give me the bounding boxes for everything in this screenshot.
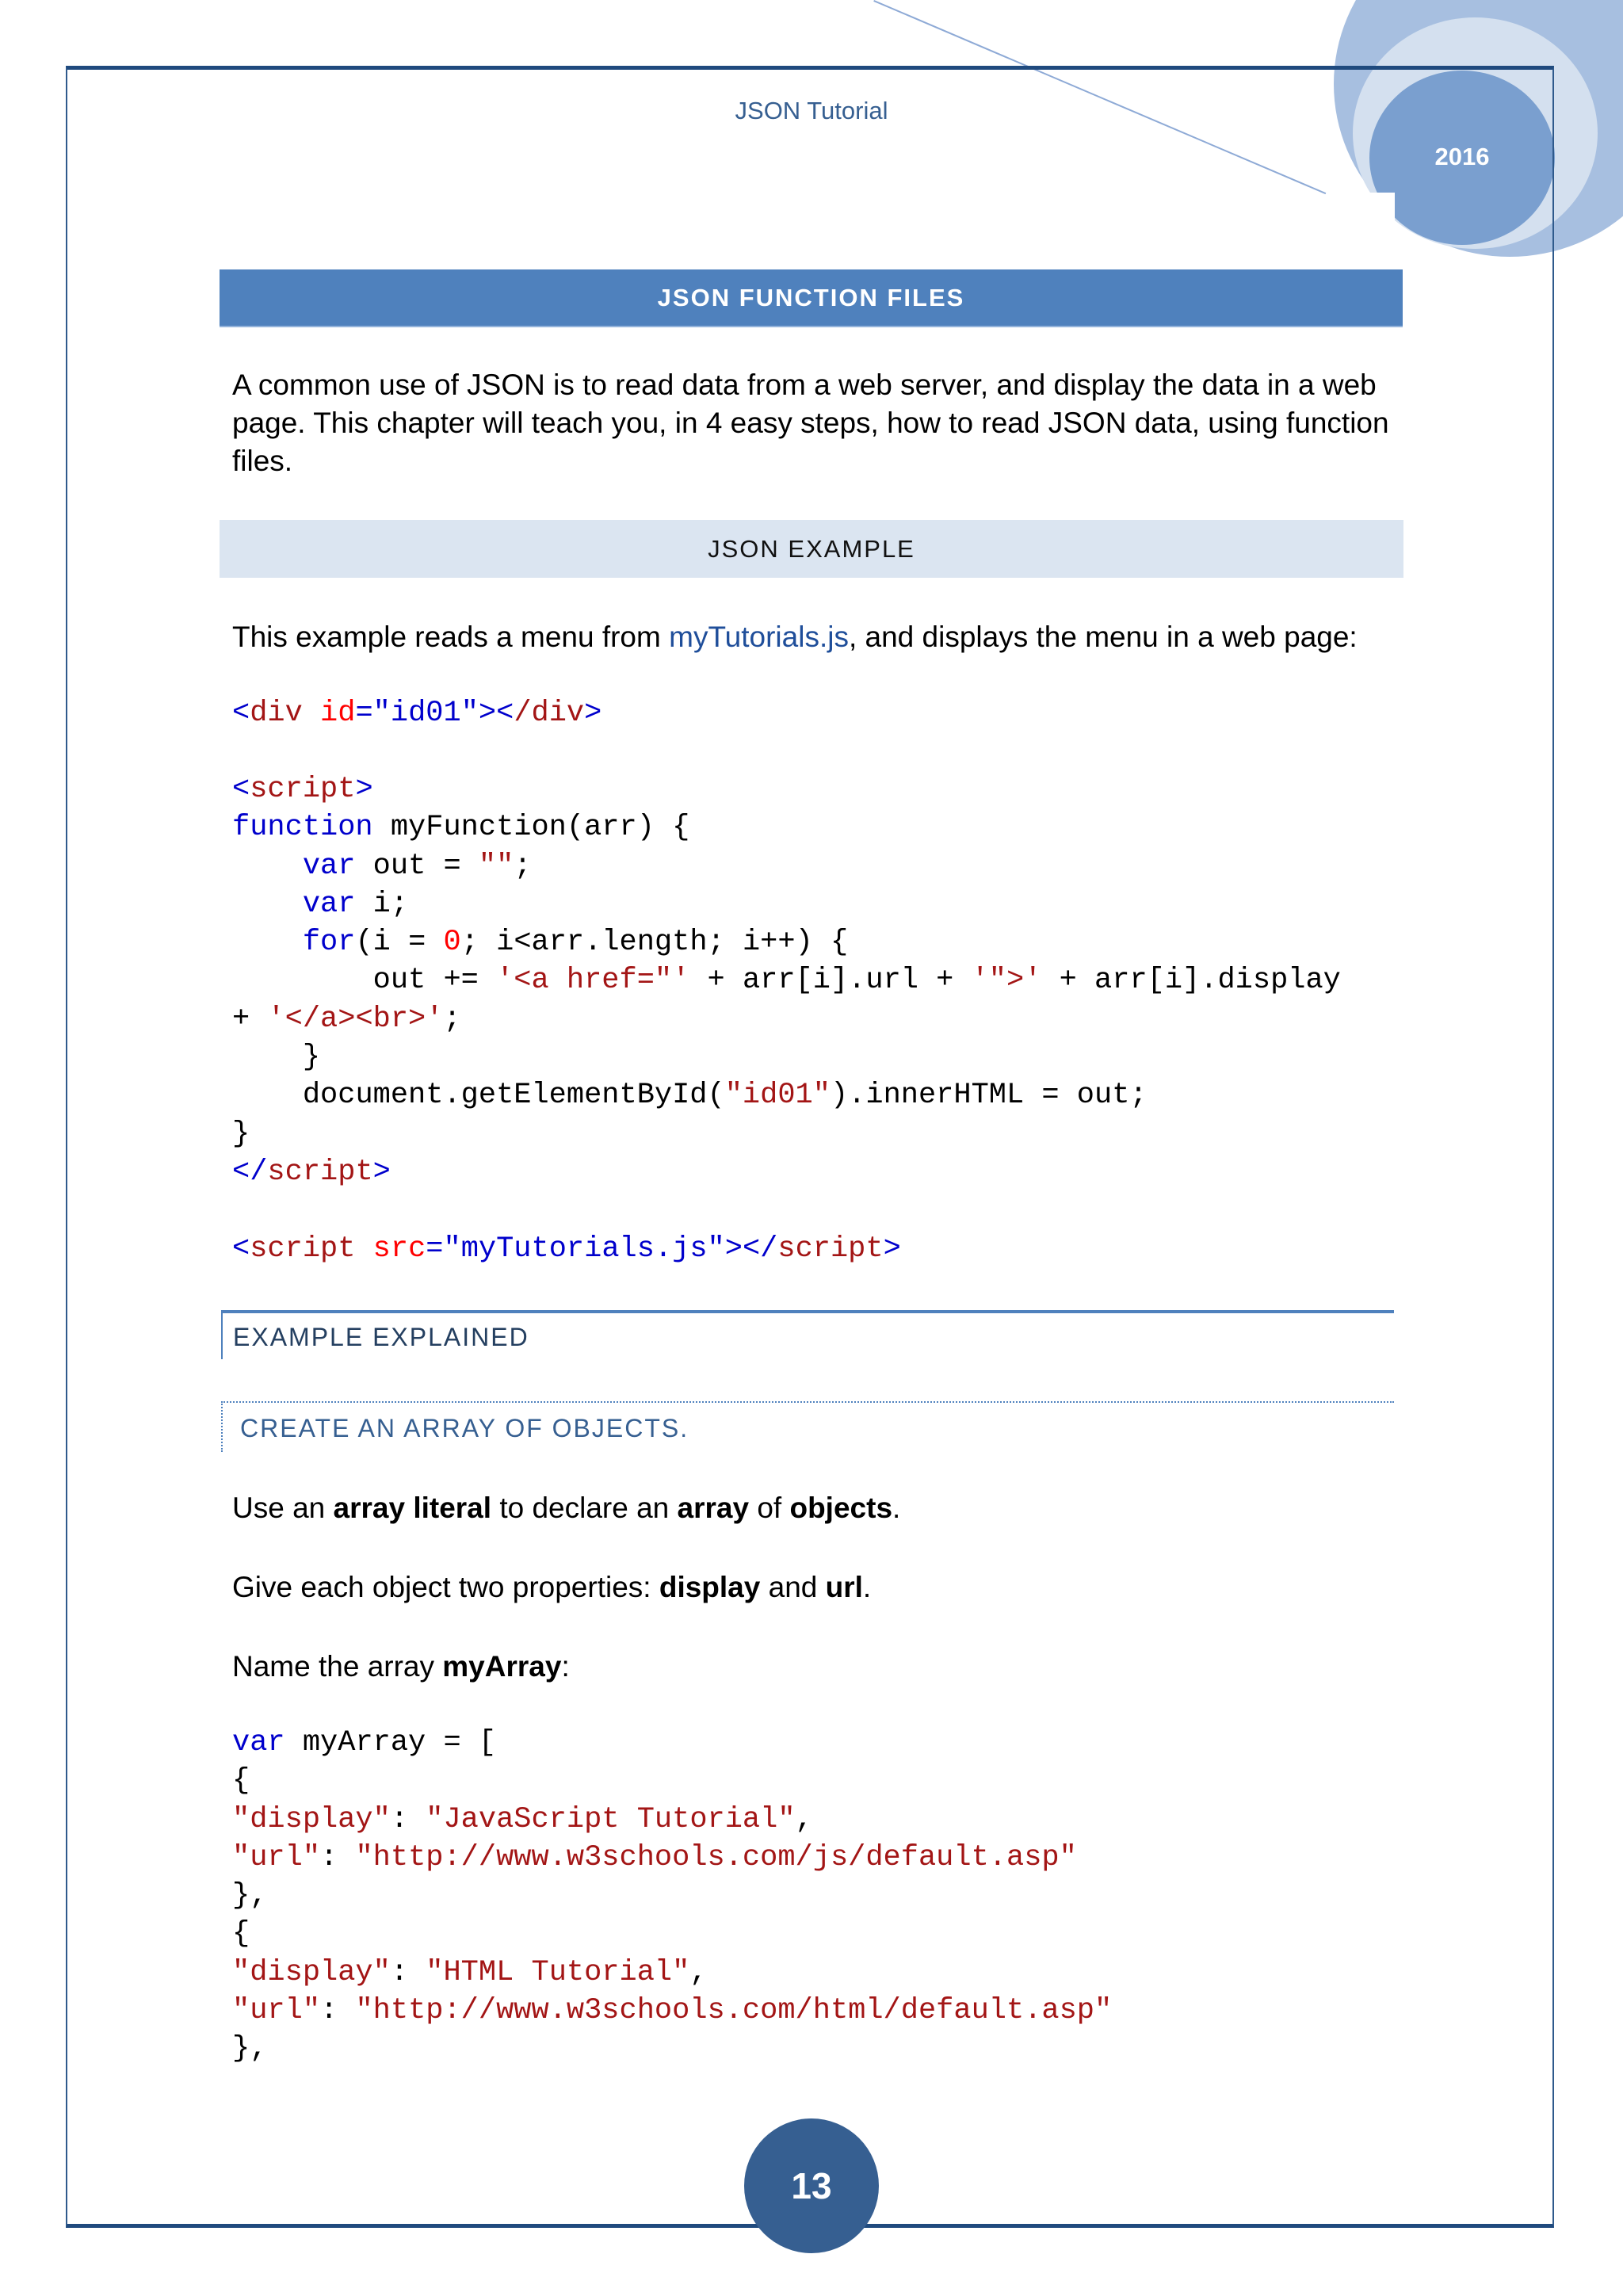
code-line: out += '<a href="' + arr[i].url + '">' + arr[i].display (372, 964, 1341, 998)
explained-paragraph-1: Use an array literal to declare an array of objects. (232, 1492, 901, 1524)
header-year: 2016 (1434, 143, 1490, 170)
code-line: { (232, 1917, 250, 1951)
code-line: <script> (232, 773, 373, 806)
code-script-src-line: <script src="myTutorials.js"></script> (232, 1232, 901, 1266)
code-line: </script> (232, 1155, 391, 1189)
explained-paragraph-2: Give each object two properties: display and url. (232, 1571, 872, 1603)
code-line: "url": "http://www.w3schools.com/js/default.asp" (232, 1840, 1077, 1874)
intro-paragraph (232, 366, 1389, 480)
code-line: + '</a><br>'; (232, 1002, 461, 1036)
intro-line-1: A common use of JSON is to read data from a web server, and display the data in a web (232, 369, 1377, 401)
code-line: "display": "JavaScript Tutorial", (232, 1802, 813, 1836)
code-div-line: <div id="id01"></div> (232, 697, 602, 730)
code-block-myarray (232, 1724, 1112, 2069)
code-line: } (232, 1117, 250, 1151)
code-line: var myArray = [ (232, 1726, 497, 1759)
chapter-title: JSON FUNCTION FILES (220, 269, 1403, 327)
example-desc-text: This example reads a menu from (232, 621, 670, 653)
example-desc-text-end: , and displays the menu in a web page: (848, 621, 1358, 653)
code-line: { (232, 1764, 250, 1798)
code-line: "display": "HTML Tutorial", (232, 1955, 708, 1989)
example-description (232, 618, 1389, 656)
section-heading-json-example: JSON EXAMPLE (220, 520, 1403, 578)
intro-line-3: files. (232, 445, 293, 477)
code-line: var out = ""; (302, 849, 532, 883)
code-line: var i; (302, 887, 409, 921)
header-title: JSON Tutorial (735, 97, 888, 124)
mytutorials-link[interactable]: myTutorials.js (669, 621, 849, 653)
code-line: function myFunction(arr) { (232, 811, 690, 845)
code-line: document.getElementById("id01").innerHTML = out; (302, 1079, 1148, 1113)
intro-line-2: page. This chapter will teach you, in 4 easy steps, how to read JSON data, using function (232, 407, 1389, 439)
code-line: }, (232, 1879, 268, 1913)
section-heading-example-explained: EXAMPLE EXPLAINED (233, 1323, 529, 1351)
code-line: "url": "http://www.w3schools.com/html/default.asp" (232, 1994, 1113, 2028)
code-line: }, (232, 2032, 268, 2066)
code-block-script (232, 770, 1341, 1191)
code-line: } (232, 1041, 321, 1075)
subheading-create-array: CREATE AN ARRAY OF OBJECTS. (240, 1414, 689, 1442)
page-number-badge: 13 (744, 2118, 879, 2253)
code-line: for(i = 0; i<arr.length; i++) { (302, 926, 849, 960)
explained-paragraph-3: Name the array myArray: (232, 1650, 570, 1683)
